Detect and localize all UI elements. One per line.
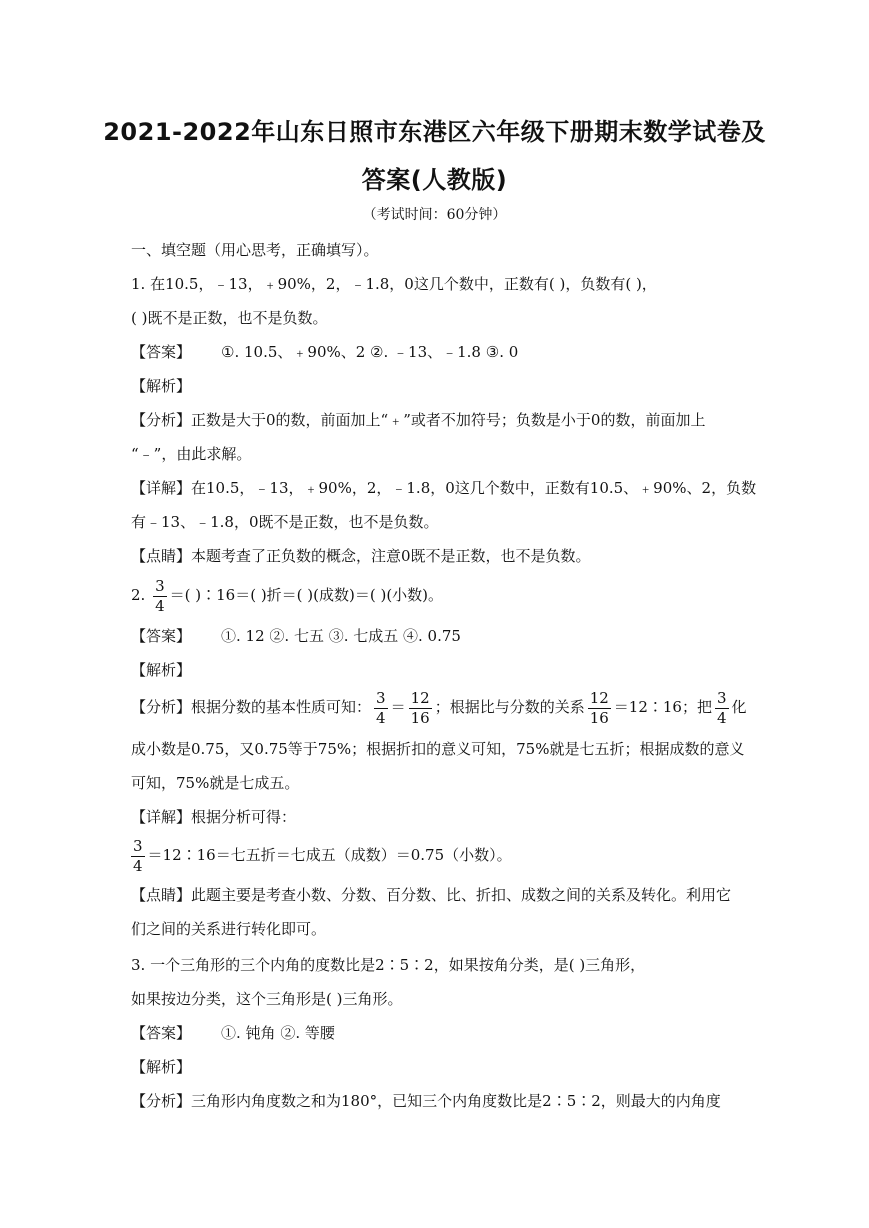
answer-tag: 【答案】 bbox=[131, 343, 192, 361]
fraction-numerator: 3 bbox=[376, 688, 386, 707]
fraction-3-4 bbox=[374, 690, 388, 727]
q1-answer bbox=[131, 342, 518, 362]
fraction-3-4-c bbox=[131, 838, 145, 875]
q2-stem-text: ＝( )∶16＝( )折＝( )(成数)＝( )(小数)。 bbox=[169, 586, 444, 604]
q2-dianjing-text: 此题主要是考查小数、分数、百分数、比、折扣、成数之间的关系及转化。利用它 bbox=[191, 886, 732, 904]
q1-fenxi-text: 正数是大于0的数，前面加上“﹢”或者不加符号；负数是小于0的数，前面加上 bbox=[191, 411, 706, 429]
q3-stem-line-2: 如果按边分类，这个三角形是( )三角形。 bbox=[131, 990, 403, 1008]
fraction-denominator: 4 bbox=[716, 708, 727, 727]
fenxi-tag: 【分析】 bbox=[131, 411, 192, 429]
q1-jiexi: 【解析】 bbox=[131, 377, 192, 395]
q2-fenxi-line-3: 可知，75%就是七成五。 bbox=[131, 774, 300, 792]
q2-xiangjie-text-2: ＝12∶16＝七五折＝七成五（成数）＝0.75（小数）。 bbox=[147, 846, 512, 864]
q1-xiangjie-text: 在10.5，﹣13，﹢90%，2，﹣1.8，0这几个数中，正数有10.5、﹢90%、2，负数 bbox=[191, 479, 757, 497]
exam-duration: （考试时间：60分钟） bbox=[362, 207, 507, 223]
fenxi-tag: 【分析】 bbox=[131, 698, 192, 716]
q2-xiangjie-text: 根据分析可得： bbox=[191, 808, 297, 826]
q3-fenxi-line-1 bbox=[131, 1091, 721, 1111]
fraction-3-4-b bbox=[715, 690, 729, 727]
dianjing-tag: 【点睛】 bbox=[131, 547, 192, 565]
answer-tag: 【答案】 bbox=[131, 627, 192, 645]
q1-dianjing-text: 本题考查了正负数的概念，注意0既不是正数，也不是负数。 bbox=[191, 547, 591, 565]
dianjing-tag: 【点睛】 bbox=[131, 886, 192, 904]
q1-xiangjie-line-2: 有﹣13、﹣1.8，0既不是正数，也不是负数。 bbox=[131, 513, 439, 531]
fraction-12-16 bbox=[409, 690, 432, 727]
q2-fenxi-line-2: 成小数是0.75，又0.75等于75%；根据折扣的意义可知，75%就是七五折；根据成数的意义 bbox=[131, 740, 745, 758]
q2-answer-text: ①. 12 ②. 七五 ③. 七成五 ④. 0.75 bbox=[221, 627, 461, 645]
fraction-numerator: 3 bbox=[155, 576, 165, 595]
q1-stem-line-1: 1. 在10.5，﹣13，﹢90%，2，﹣1.8，0这几个数中，正数有( )，负数有( )， bbox=[131, 275, 657, 293]
xiangjie-tag: 【详解】 bbox=[131, 808, 192, 826]
q2-dianjing-line-1 bbox=[131, 885, 731, 905]
q1-stem-line-2: ( )既不是正数，也不是负数。 bbox=[131, 309, 328, 327]
section-heading: 一、填空题（用心思考，正确填写）。 bbox=[131, 241, 379, 259]
q3-stem-line-1: 3. 一个三角形的三个内角的度数比是2∶5∶2，如果按角分类，是( )三角形， bbox=[131, 956, 646, 974]
q2-fenxi-text-c: ＝12∶16；把 bbox=[613, 698, 712, 716]
fraction-denominator: 4 bbox=[376, 708, 386, 727]
answer-tag: 【答案】 bbox=[131, 1024, 192, 1042]
q2-fenxi-line-1 bbox=[131, 686, 747, 728]
xiangjie-tag: 【详解】 bbox=[131, 479, 192, 497]
fraction-denominator: 16 bbox=[410, 708, 430, 727]
q2-fenxi-text-a: 根据分数的基本性质可知： bbox=[191, 698, 372, 716]
fraction-numerator: 12 bbox=[589, 688, 609, 707]
q3-jiexi: 【解析】 bbox=[131, 1058, 192, 1076]
fraction-12-16-b bbox=[588, 690, 611, 727]
q2-fraction bbox=[153, 578, 167, 615]
q2-fenxi-text-d: 化 bbox=[731, 698, 747, 716]
q2-xiangjie-line-1 bbox=[131, 807, 296, 827]
q2-answer bbox=[131, 626, 461, 646]
fraction-denominator: 16 bbox=[589, 708, 609, 727]
q1-fenxi-line-2: “﹣”，由此求解。 bbox=[131, 445, 252, 463]
q2-xiangjie-line-2 bbox=[131, 834, 512, 876]
q3-answer-text: ①. 钝角 ②. 等腰 bbox=[221, 1024, 335, 1042]
fraction-denominator: 4 bbox=[155, 596, 165, 615]
q3-answer bbox=[131, 1023, 335, 1043]
q2-stem bbox=[131, 575, 443, 615]
q3-fenxi-text: 三角形内角度数之和为180°，已知三个内角度数比是2∶5∶2，则最大的内角度 bbox=[191, 1092, 721, 1110]
q2-jiexi: 【解析】 bbox=[131, 661, 192, 679]
q1-answer-text: ①. 10.5、﹢90%、2 ②. ﹣13、﹣1.8 ③. 0 bbox=[221, 343, 519, 361]
fraction-numerator: 3 bbox=[133, 836, 143, 855]
q1-fenxi-line-1 bbox=[131, 410, 705, 430]
q1-xiangjie-line-1 bbox=[131, 478, 756, 498]
equals-sign: ＝ bbox=[390, 698, 406, 716]
q2-dianjing-line-2: 们之间的关系进行转化即可。 bbox=[131, 920, 327, 938]
q1-dianjing bbox=[131, 546, 591, 566]
document-title-line-2: 答案(人教版) bbox=[361, 166, 508, 194]
fraction-numerator: 3 bbox=[716, 688, 727, 707]
document-title-line-1: 2021-2022年山东日照市东港区六年级下册期末数学试卷及 bbox=[103, 118, 766, 146]
q2-fenxi-text-b: ；根据比与分数的关系 bbox=[434, 698, 585, 716]
fraction-denominator: 4 bbox=[133, 856, 143, 875]
q2-number: 2. bbox=[131, 586, 146, 604]
fenxi-tag: 【分析】 bbox=[131, 1092, 192, 1110]
fraction-numerator: 12 bbox=[410, 688, 430, 707]
